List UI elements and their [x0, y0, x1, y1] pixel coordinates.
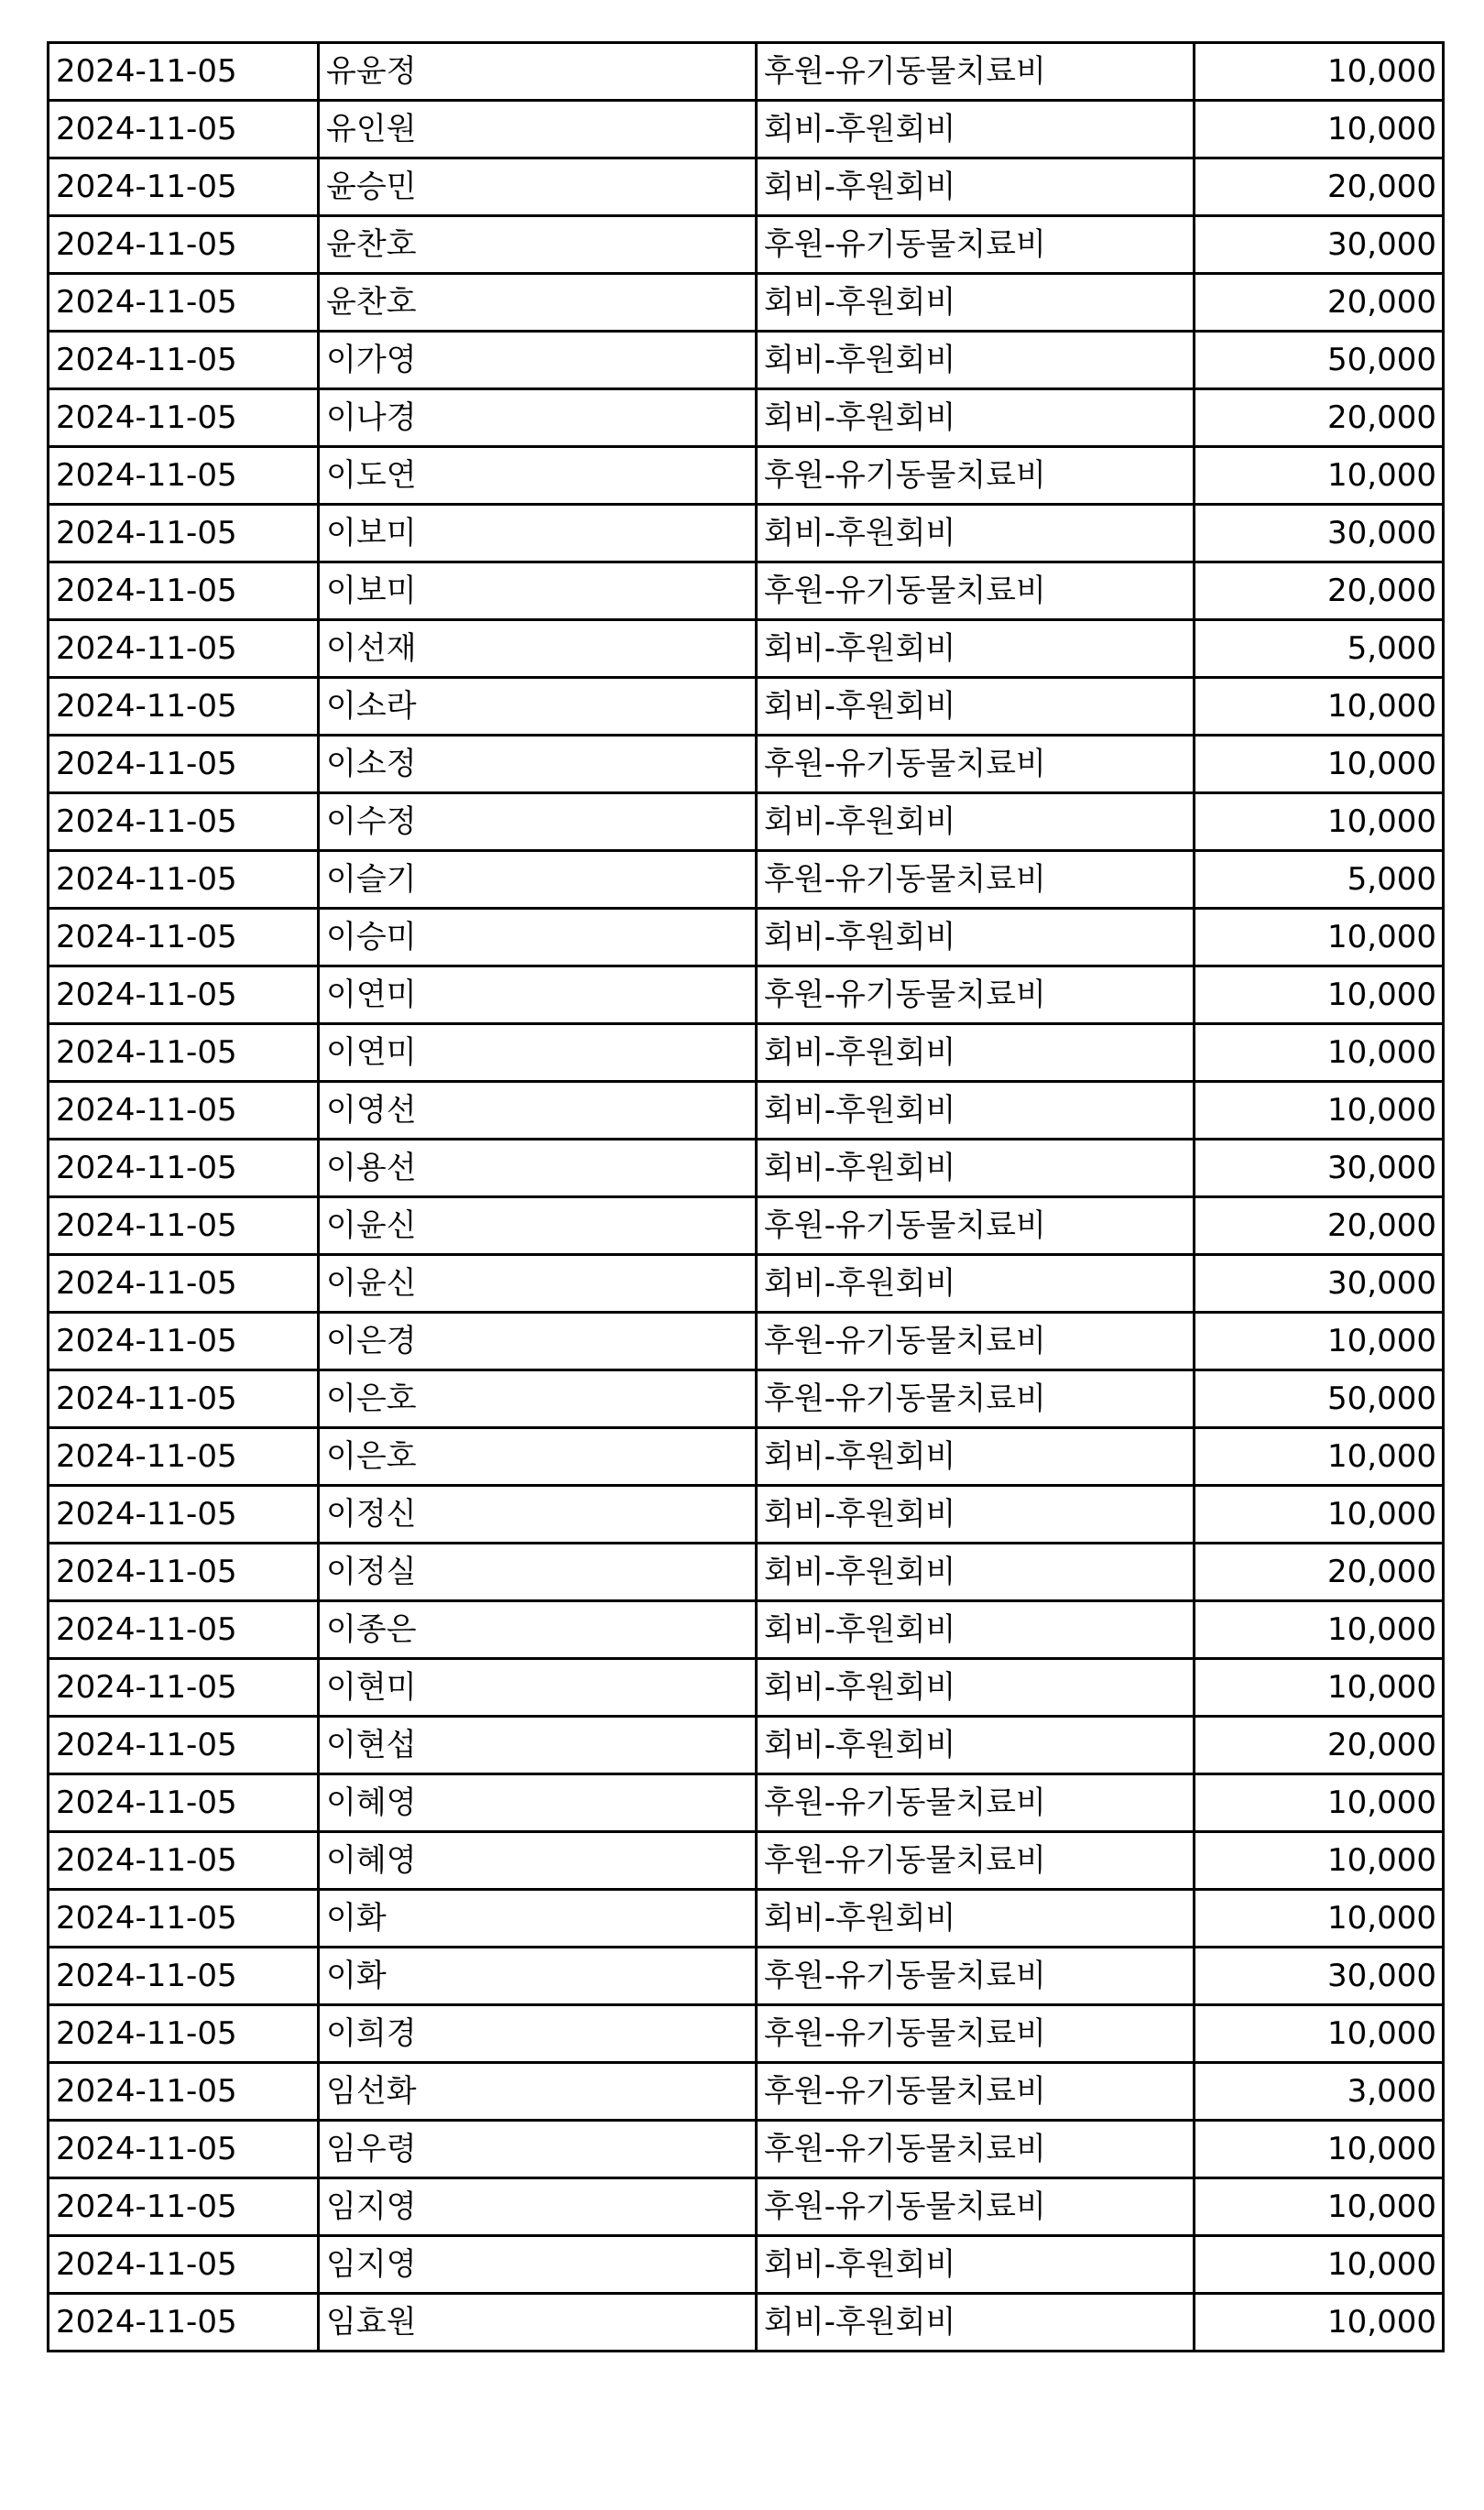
amount-cell: 10,000 [1195, 2005, 1444, 2063]
category-cell: 후원-유기동물치료비 [757, 851, 1195, 909]
donor-name-cell: 이선재 [319, 620, 757, 678]
amount-cell: 5,000 [1195, 620, 1444, 678]
amount-cell: 10,000 [1195, 1428, 1444, 1486]
amount-cell: 10,000 [1195, 678, 1444, 736]
table-row [49, 736, 1444, 793]
date-cell: 2024-11-05 [49, 332, 319, 389]
date-cell: 2024-11-05 [49, 2236, 319, 2294]
amount-cell: 10,000 [1195, 1082, 1444, 1140]
donor-name-cell: 임지영 [319, 2178, 757, 2236]
amount-cell: 10,000 [1195, 2236, 1444, 2294]
donor-name-cell: 유인원 [319, 101, 757, 158]
table-row [49, 505, 1444, 562]
donor-name-cell: 유윤정 [319, 43, 757, 101]
amount-cell: 20,000 [1195, 389, 1444, 447]
category-cell: 후원-유기동물치료비 [757, 1948, 1195, 2005]
amount-cell: 30,000 [1195, 1255, 1444, 1313]
category-cell: 회비-후원회비 [757, 1255, 1195, 1313]
table-row [49, 447, 1444, 505]
donor-name-cell: 이혜영 [319, 1774, 757, 1832]
date-cell: 2024-11-05 [49, 793, 319, 851]
amount-cell: 10,000 [1195, 1832, 1444, 1890]
category-cell: 회비-후원회비 [757, 793, 1195, 851]
table-row [49, 2294, 1444, 2352]
donor-name-cell: 윤찬호 [319, 216, 757, 274]
amount-cell: 20,000 [1195, 1544, 1444, 1601]
donor-name-cell: 임선화 [319, 2063, 757, 2121]
donor-name-cell: 이연미 [319, 966, 757, 1024]
table-row [49, 909, 1444, 966]
date-cell: 2024-11-05 [49, 1082, 319, 1140]
date-cell: 2024-11-05 [49, 966, 319, 1024]
date-cell: 2024-11-05 [49, 447, 319, 505]
date-cell: 2024-11-05 [49, 1659, 319, 1717]
donor-name-cell: 이은호 [319, 1428, 757, 1486]
date-cell: 2024-11-05 [49, 1313, 319, 1370]
category-cell: 회비-후원회비 [757, 389, 1195, 447]
donor-name-cell: 이소정 [319, 736, 757, 793]
donor-name-cell: 이현미 [319, 1659, 757, 1717]
amount-cell: 10,000 [1195, 43, 1444, 101]
date-cell: 2024-11-05 [49, 1255, 319, 1313]
table-row [49, 216, 1444, 274]
date-cell: 2024-11-05 [49, 1832, 319, 1890]
date-cell: 2024-11-05 [49, 1890, 319, 1948]
amount-cell: 10,000 [1195, 1313, 1444, 1370]
category-cell: 후원-유기동물치료비 [757, 2121, 1195, 2178]
amount-cell: 20,000 [1195, 1197, 1444, 1255]
table-row [49, 158, 1444, 216]
category-cell: 회비-후원회비 [757, 1890, 1195, 1948]
date-cell: 2024-11-05 [49, 2178, 319, 2236]
donor-name-cell: 이가영 [319, 332, 757, 389]
amount-cell: 3,000 [1195, 2063, 1444, 2121]
donor-name-cell: 이보미 [319, 562, 757, 620]
amount-cell: 20,000 [1195, 1717, 1444, 1774]
table-row [49, 1832, 1444, 1890]
date-cell: 2024-11-05 [49, 2005, 319, 2063]
donor-name-cell: 이보미 [319, 505, 757, 562]
table-row [49, 1370, 1444, 1428]
date-cell: 2024-11-05 [49, 216, 319, 274]
date-cell: 2024-11-05 [49, 274, 319, 332]
donor-name-cell: 이슬기 [319, 851, 757, 909]
table-row [49, 1659, 1444, 1717]
donor-name-cell: 임효원 [319, 2294, 757, 2352]
amount-cell: 30,000 [1195, 1948, 1444, 2005]
donor-name-cell: 이영선 [319, 1082, 757, 1140]
category-cell: 회비-후원회비 [757, 1140, 1195, 1197]
category-cell: 회비-후원회비 [757, 1024, 1195, 1082]
table-row [49, 851, 1444, 909]
donor-name-cell: 이정실 [319, 1544, 757, 1601]
date-cell: 2024-11-05 [49, 2063, 319, 2121]
table-row [49, 1890, 1444, 1948]
amount-cell: 10,000 [1195, 1659, 1444, 1717]
category-cell: 후원-유기동물치료비 [757, 216, 1195, 274]
date-cell: 2024-11-05 [49, 2294, 319, 2352]
table-row [49, 1486, 1444, 1544]
table-row [49, 1313, 1444, 1370]
table-row [49, 1082, 1444, 1140]
table-row [49, 2121, 1444, 2178]
table-row [49, 793, 1444, 851]
category-cell: 회비-후원회비 [757, 909, 1195, 966]
category-cell: 후원-유기동물치료비 [757, 562, 1195, 620]
table-row [49, 1255, 1444, 1313]
category-cell: 회비-후원회비 [757, 1428, 1195, 1486]
donor-name-cell: 이은경 [319, 1313, 757, 1370]
category-cell: 회비-후원회비 [757, 1717, 1195, 1774]
donor-name-cell: 이윤신 [319, 1255, 757, 1313]
table-row [49, 1774, 1444, 1832]
category-cell: 회비-후원회비 [757, 158, 1195, 216]
category-cell: 후원-유기동물치료비 [757, 43, 1195, 101]
category-cell: 후원-유기동물치료비 [757, 1370, 1195, 1428]
category-cell: 후원-유기동물치료비 [757, 1313, 1195, 1370]
category-cell: 후원-유기동물치료비 [757, 736, 1195, 793]
table-row [49, 1948, 1444, 2005]
category-cell: 후원-유기동물치료비 [757, 2063, 1195, 2121]
amount-cell: 10,000 [1195, 966, 1444, 1024]
donor-name-cell: 이현섭 [319, 1717, 757, 1774]
category-cell: 회비-후원회비 [757, 505, 1195, 562]
table-row [49, 43, 1444, 101]
table-row [49, 2005, 1444, 2063]
donor-name-cell: 윤승민 [319, 158, 757, 216]
donor-name-cell: 이수정 [319, 793, 757, 851]
ledger-body [49, 43, 1444, 2352]
amount-cell: 20,000 [1195, 562, 1444, 620]
date-cell: 2024-11-05 [49, 1024, 319, 1082]
date-cell: 2024-11-05 [49, 909, 319, 966]
category-cell: 회비-후원회비 [757, 1544, 1195, 1601]
donor-name-cell: 이윤신 [319, 1197, 757, 1255]
category-cell: 회비-후원회비 [757, 2236, 1195, 2294]
amount-cell: 10,000 [1195, 736, 1444, 793]
category-cell: 회비-후원회비 [757, 1486, 1195, 1544]
donor-name-cell: 이정신 [319, 1486, 757, 1544]
donor-name-cell: 이연미 [319, 1024, 757, 1082]
amount-cell: 10,000 [1195, 909, 1444, 966]
amount-cell: 20,000 [1195, 274, 1444, 332]
category-cell: 후원-유기동물치료비 [757, 2005, 1195, 2063]
donor-name-cell: 이희경 [319, 2005, 757, 2063]
category-cell: 후원-유기동물치료비 [757, 447, 1195, 505]
date-cell: 2024-11-05 [49, 1428, 319, 1486]
category-cell: 후원-유기동물치료비 [757, 2178, 1195, 2236]
amount-cell: 50,000 [1195, 1370, 1444, 1428]
donor-name-cell: 이화 [319, 1890, 757, 1948]
amount-cell: 10,000 [1195, 101, 1444, 158]
amount-cell: 10,000 [1195, 1890, 1444, 1948]
table-row [49, 966, 1444, 1024]
donor-name-cell: 이나경 [319, 389, 757, 447]
date-cell: 2024-11-05 [49, 562, 319, 620]
date-cell: 2024-11-05 [49, 1601, 319, 1659]
table-row [49, 1428, 1444, 1486]
date-cell: 2024-11-05 [49, 1717, 319, 1774]
table-row [49, 620, 1444, 678]
date-cell: 2024-11-05 [49, 1370, 319, 1428]
donor-name-cell: 이종은 [319, 1601, 757, 1659]
donor-name-cell: 이용선 [319, 1140, 757, 1197]
date-cell: 2024-11-05 [49, 505, 319, 562]
donation-ledger-table [47, 41, 1445, 2352]
date-cell: 2024-11-05 [49, 851, 319, 909]
category-cell: 후원-유기동물치료비 [757, 966, 1195, 1024]
amount-cell: 20,000 [1195, 158, 1444, 216]
table-row [49, 101, 1444, 158]
table-row [49, 1024, 1444, 1082]
amount-cell: 5,000 [1195, 851, 1444, 909]
amount-cell: 30,000 [1195, 505, 1444, 562]
table-row [49, 2178, 1444, 2236]
date-cell: 2024-11-05 [49, 1197, 319, 1255]
category-cell: 후원-유기동물치료비 [757, 1774, 1195, 1832]
table-row [49, 2063, 1444, 2121]
amount-cell: 30,000 [1195, 1140, 1444, 1197]
date-cell: 2024-11-05 [49, 620, 319, 678]
table-row [49, 332, 1444, 389]
table-row [49, 562, 1444, 620]
date-cell: 2024-11-05 [49, 158, 319, 216]
amount-cell: 30,000 [1195, 216, 1444, 274]
category-cell: 회비-후원회비 [757, 620, 1195, 678]
donor-name-cell: 윤찬호 [319, 274, 757, 332]
donor-name-cell: 이도연 [319, 447, 757, 505]
table-row [49, 1601, 1444, 1659]
donor-name-cell: 이소라 [319, 678, 757, 736]
date-cell: 2024-11-05 [49, 1140, 319, 1197]
category-cell: 회비-후원회비 [757, 1659, 1195, 1717]
table-row [49, 389, 1444, 447]
category-cell: 회비-후원회비 [757, 101, 1195, 158]
table-row [49, 1197, 1444, 1255]
table-row [49, 274, 1444, 332]
category-cell: 회비-후원회비 [757, 1082, 1195, 1140]
amount-cell: 10,000 [1195, 1774, 1444, 1832]
table-row [49, 1717, 1444, 1774]
category-cell: 후원-유기동물치료비 [757, 1832, 1195, 1890]
amount-cell: 10,000 [1195, 2121, 1444, 2178]
table-row [49, 678, 1444, 736]
category-cell: 회비-후원회비 [757, 1601, 1195, 1659]
amount-cell: 10,000 [1195, 1601, 1444, 1659]
category-cell: 후원-유기동물치료비 [757, 1197, 1195, 1255]
date-cell: 2024-11-05 [49, 1774, 319, 1832]
date-cell: 2024-11-05 [49, 736, 319, 793]
date-cell: 2024-11-05 [49, 43, 319, 101]
date-cell: 2024-11-05 [49, 1544, 319, 1601]
donor-name-cell: 이승미 [319, 909, 757, 966]
date-cell: 2024-11-05 [49, 101, 319, 158]
date-cell: 2024-11-05 [49, 1948, 319, 2005]
amount-cell: 10,000 [1195, 1024, 1444, 1082]
donor-name-cell: 이은호 [319, 1370, 757, 1428]
donor-name-cell: 임우령 [319, 2121, 757, 2178]
category-cell: 회비-후원회비 [757, 678, 1195, 736]
amount-cell: 10,000 [1195, 2178, 1444, 2236]
category-cell: 회비-후원회비 [757, 332, 1195, 389]
amount-cell: 10,000 [1195, 793, 1444, 851]
table-row [49, 1140, 1444, 1197]
amount-cell: 50,000 [1195, 332, 1444, 389]
date-cell: 2024-11-05 [49, 678, 319, 736]
category-cell: 회비-후원회비 [757, 2294, 1195, 2352]
donor-name-cell: 이화 [319, 1948, 757, 2005]
amount-cell: 10,000 [1195, 1486, 1444, 1544]
table-row [49, 1544, 1444, 1601]
donor-name-cell: 임지영 [319, 2236, 757, 2294]
date-cell: 2024-11-05 [49, 1486, 319, 1544]
donor-name-cell: 이혜영 [319, 1832, 757, 1890]
amount-cell: 10,000 [1195, 2294, 1444, 2352]
date-cell: 2024-11-05 [49, 389, 319, 447]
table-row [49, 2236, 1444, 2294]
date-cell: 2024-11-05 [49, 2121, 319, 2178]
category-cell: 회비-후원회비 [757, 274, 1195, 332]
amount-cell: 10,000 [1195, 447, 1444, 505]
